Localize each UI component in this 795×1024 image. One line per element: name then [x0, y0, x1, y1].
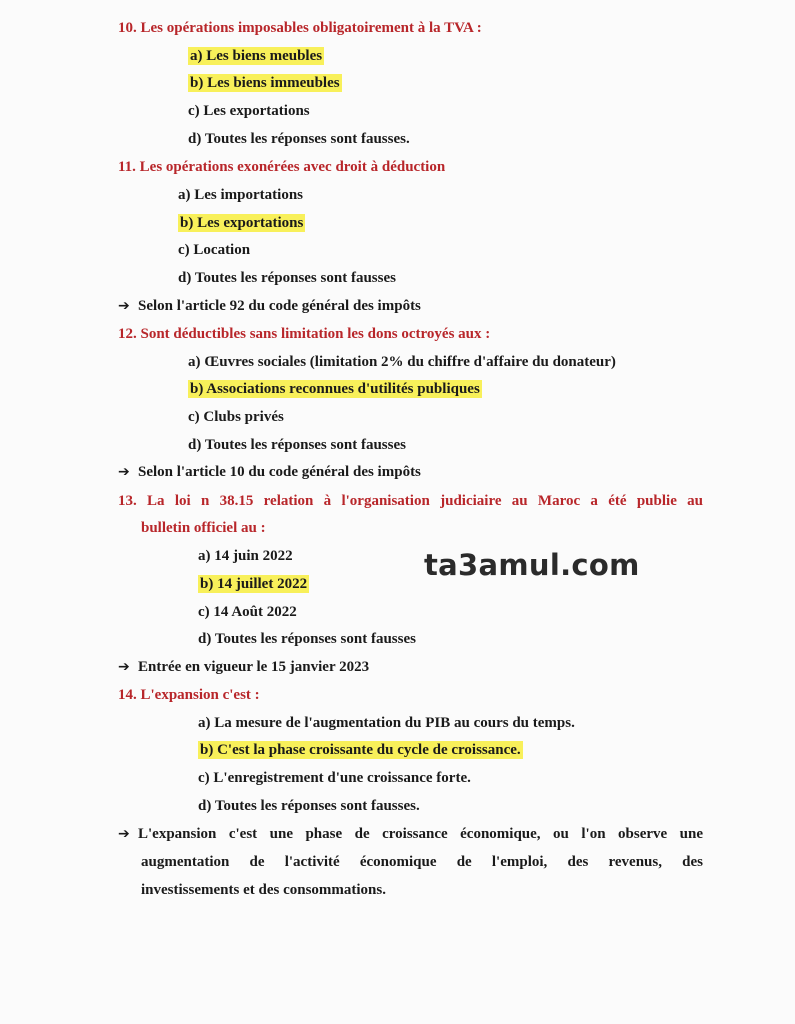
- question-12-title: 12. Sont déductibles sans limitation les dons octroyés aux :: [118, 326, 491, 342]
- arrow-icon: ➔: [118, 659, 130, 675]
- option-13b: b) 14 juillet 2022: [200, 576, 308, 592]
- arrow-icon: ➔: [118, 826, 130, 842]
- question-13-title-cont: bulletin officiel au :: [141, 520, 266, 536]
- question-13-title: 13. La loi n 38.15 relation à l'organisation judiciaire au Maroc a été publie au: [118, 493, 703, 509]
- option-12c: c) Clubs privés: [188, 409, 284, 425]
- option-13c: c) 14 Août 2022: [198, 604, 297, 620]
- option-10b: b) Les biens immeubles: [190, 75, 340, 91]
- option-14a: a) La mesure de l'augmentation du PIB au cours du temps.: [198, 715, 575, 731]
- note-11-text: Selon l'article 92 du code général des impôts: [138, 298, 421, 314]
- option-13a: a) 14 juin 2022: [198, 548, 293, 564]
- question-10-title: 10. Les opérations imposables obligatoirement à la TVA :: [118, 20, 482, 36]
- note-12-text: Selon l'article 10 du code général des impôts: [138, 464, 421, 480]
- note-14-line-1-text: L'expansion c'est une phase de croissance économique, ou l'on observe une: [138, 826, 703, 842]
- option-11a: a) Les importations: [178, 187, 303, 203]
- option-10d: d) Toutes les réponses sont fausses.: [188, 131, 410, 147]
- option-14c: c) L'enregistrement d'une croissance forte.: [198, 770, 471, 786]
- option-14b: b) C'est la phase croissante du cycle de croissance.: [200, 742, 521, 758]
- option-11d: d) Toutes les réponses sont fausses: [178, 270, 396, 286]
- note-14-line-2: augmentation de l'activité économique de l'emploi, des revenus, des: [141, 854, 703, 870]
- option-12b: b) Associations reconnues d'utilités publiques: [190, 381, 480, 397]
- question-11-title: 11. Les opérations exonérées avec droit à déduction: [118, 159, 446, 175]
- option-10a: a) Les biens meubles: [190, 48, 323, 64]
- option-10c: c) Les exportations: [188, 103, 310, 119]
- question-14-title: 14. L'expansion c'est :: [118, 687, 260, 703]
- watermark: ta3amul.com: [424, 548, 640, 582]
- note-13: [118, 657, 369, 677]
- arrow-icon: ➔: [118, 464, 130, 480]
- option-11c: c) Location: [178, 242, 251, 258]
- note-13-text: Entrée en vigueur le 15 janvier 2023: [138, 659, 370, 675]
- option-11b: b) Les exportations: [180, 215, 304, 231]
- note-14-line-1: [118, 824, 703, 844]
- note-14-line-3: investissements et des consommations.: [141, 882, 386, 898]
- option-14d: d) Toutes les réponses sont fausses.: [198, 798, 420, 814]
- note-11: [118, 296, 421, 316]
- note-12: [118, 462, 421, 482]
- option-12a: a) Œuvres sociales (limitation 2% du chiffre d'affaire du donateur): [188, 354, 616, 370]
- option-12d: d) Toutes les réponses sont fausses: [188, 437, 406, 453]
- arrow-icon: ➔: [118, 298, 130, 314]
- option-13d: d) Toutes les réponses sont fausses: [198, 631, 416, 647]
